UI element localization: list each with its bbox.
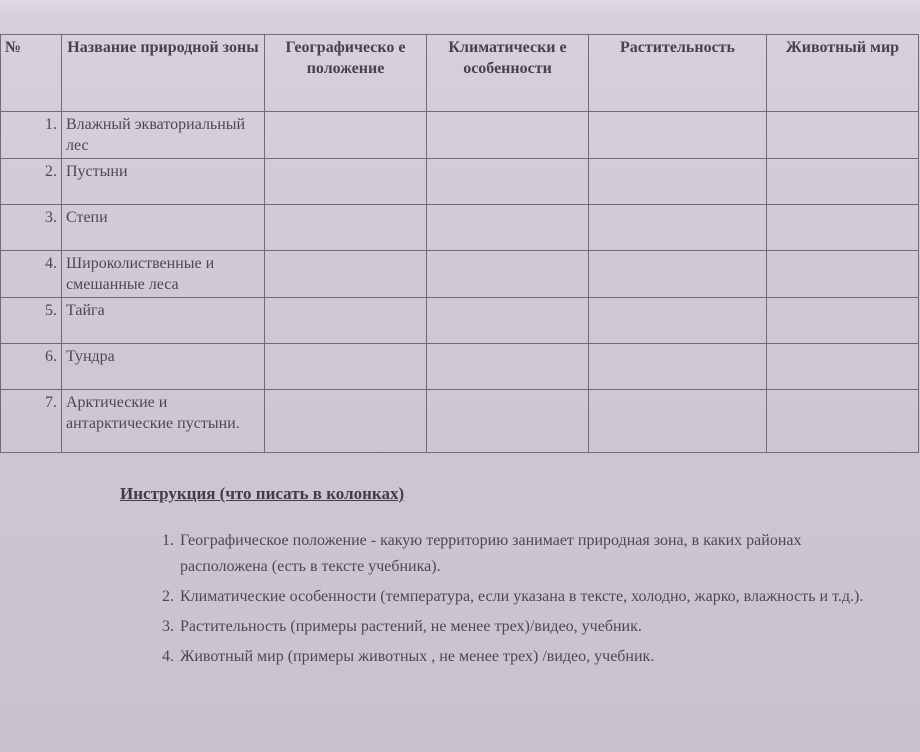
row-number: 7. (1, 390, 62, 453)
item-text: Растительность (примеры растений, не менее трех)/видео, учебник. (180, 618, 642, 635)
zone-name: Тундра (62, 344, 265, 390)
cell-animals[interactable] (767, 159, 919, 205)
cell-climate[interactable] (427, 112, 589, 159)
header-number: № (1, 35, 62, 112)
header-animal-world: Животный мир (767, 35, 919, 112)
cell-geo[interactable] (265, 344, 427, 390)
zone-name: Степи (62, 205, 265, 251)
instructions-list (120, 528, 880, 670)
cell-geo[interactable] (265, 159, 427, 205)
zone-name: Арктические и антарктические пустыни. (62, 390, 265, 453)
cell-climate[interactable] (427, 205, 589, 251)
row-number: 2. (1, 159, 62, 205)
list-item (120, 584, 880, 610)
instructions-section (120, 484, 880, 674)
cell-animals[interactable] (767, 112, 919, 159)
header-geographic-position: Географическо е положение (265, 35, 427, 112)
row-number: 5. (1, 298, 62, 344)
cell-vegetation[interactable] (589, 112, 767, 159)
cell-vegetation[interactable] (589, 205, 767, 251)
list-item (120, 644, 880, 670)
cell-animals[interactable] (767, 205, 919, 251)
cell-animals[interactable] (767, 251, 919, 298)
list-item (120, 528, 880, 580)
table-header-row (1, 35, 919, 112)
item-number: 1. (162, 532, 174, 549)
table-row (1, 159, 919, 205)
item-number: 4. (162, 648, 174, 665)
cell-geo[interactable] (265, 205, 427, 251)
cell-animals[interactable] (767, 344, 919, 390)
cell-vegetation[interactable] (589, 251, 767, 298)
table-row (1, 298, 919, 344)
table-row (1, 251, 919, 298)
item-text: Географическое положение - какую территорию занимает природная зона, в каких районах расположена (есть в тексте учебника). (180, 532, 802, 575)
item-text: Климатические особенности (температура, если указана в тексте, холодно, жарко, влажность и т.д.). (180, 588, 864, 605)
cell-vegetation[interactable] (589, 298, 767, 344)
list-item (120, 614, 880, 640)
item-number: 2. (162, 588, 174, 605)
natural-zones-table (0, 34, 919, 453)
table-row (1, 390, 919, 453)
page-top-edge (0, 0, 920, 12)
row-number: 3. (1, 205, 62, 251)
zone-name: Тайга (62, 298, 265, 344)
cell-geo[interactable] (265, 298, 427, 344)
cell-geo[interactable] (265, 251, 427, 298)
header-vegetation: Растительность (589, 35, 767, 112)
cell-climate[interactable] (427, 344, 589, 390)
cell-geo[interactable] (265, 112, 427, 159)
table-row (1, 112, 919, 159)
row-number: 6. (1, 344, 62, 390)
header-climate-features: Климатически е особенности (427, 35, 589, 112)
zone-name: Пустыни (62, 159, 265, 205)
instructions-title: Инструкция (что писать в колонках) (120, 484, 405, 503)
zone-name: Влажный экваториальный лес (62, 112, 265, 159)
item-text: Животный мир (примеры животных , не менее трех) /видео, учебник. (180, 648, 655, 665)
cell-vegetation[interactable] (589, 344, 767, 390)
zone-name: Широколиственные и смешанные леса (62, 251, 265, 298)
table-row (1, 344, 919, 390)
cell-vegetation[interactable] (589, 390, 767, 453)
cell-climate[interactable] (427, 390, 589, 453)
cell-vegetation[interactable] (589, 159, 767, 205)
item-number: 3. (162, 618, 174, 635)
cell-animals[interactable] (767, 390, 919, 453)
cell-climate[interactable] (427, 251, 589, 298)
cell-geo[interactable] (265, 390, 427, 453)
row-number: 1. (1, 112, 62, 159)
table-row (1, 205, 919, 251)
header-zone-name: Название природной зоны (62, 35, 265, 112)
row-number: 4. (1, 251, 62, 298)
cell-animals[interactable] (767, 298, 919, 344)
cell-climate[interactable] (427, 298, 589, 344)
cell-climate[interactable] (427, 159, 589, 205)
